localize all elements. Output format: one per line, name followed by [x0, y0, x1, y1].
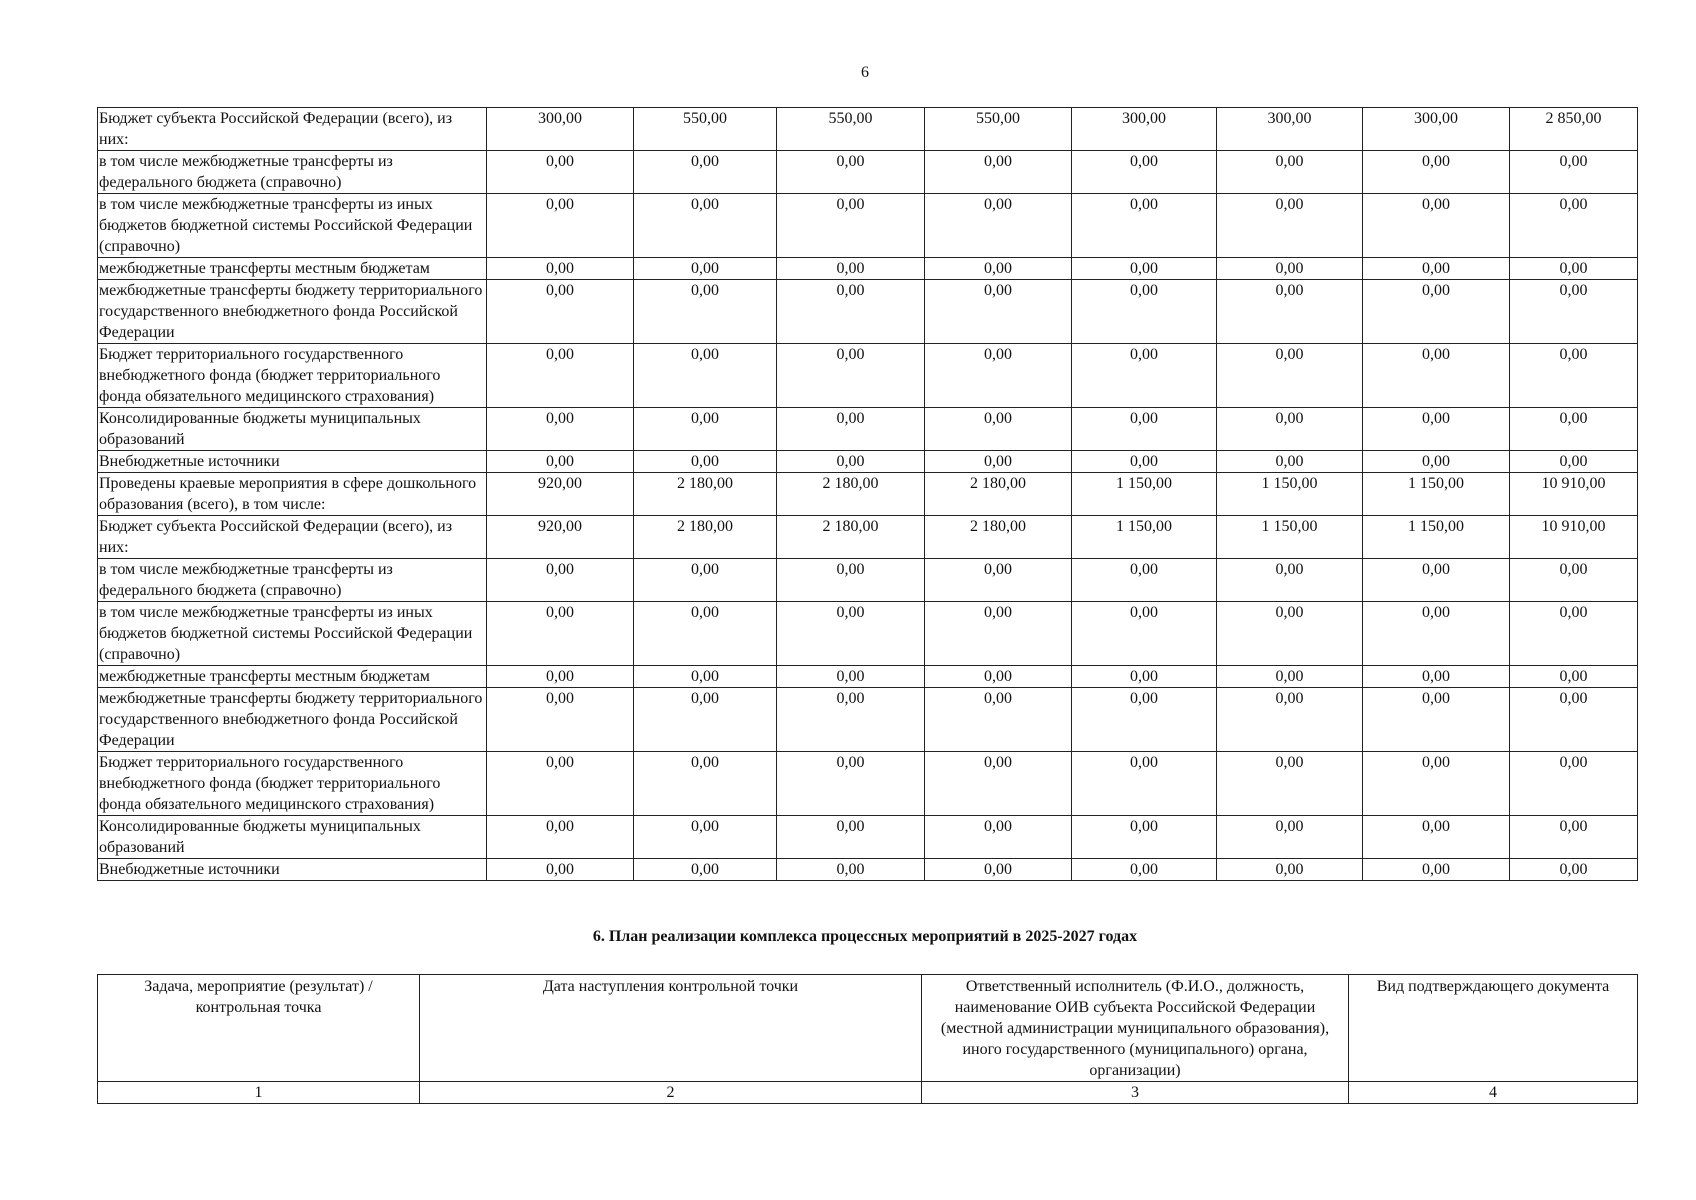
row-total-cell: 0,00	[1510, 408, 1638, 451]
section-title: 6. План реализации комплекса процессных мероприятий в 2025-2027 годах	[592, 928, 1138, 945]
budget-table-body	[98, 108, 1638, 881]
row-total-cell: 0,00	[1510, 344, 1638, 408]
row-label: в том числе межбюджетные трансферты из иных бюджетов бюджетной системы Российской Федерации (справочно)	[98, 194, 487, 258]
plan-table	[97, 974, 1638, 1104]
row-value-cell: 0,00	[487, 194, 634, 258]
row-value-cell: 0,00	[1363, 151, 1510, 194]
row-value-cell: 0,00	[634, 258, 777, 280]
row-value-cell: 0,00	[1217, 280, 1363, 344]
row-value-cell: 0,00	[925, 752, 1072, 816]
row-value-cell: 0,00	[1363, 194, 1510, 258]
header-responsible-executor: Ответственный исполнитель (Ф.И.О., должность, наименование ОИВ субъекта Российской Федерации (местной администрации муниципального образования), иного государственного (муниципального) органа, организации)	[922, 975, 1349, 1082]
row-value-cell: 0,00	[634, 344, 777, 408]
plan-column-numbers-row	[98, 1082, 1638, 1104]
row-value-cell: 0,00	[777, 258, 925, 280]
row-value-cell: 0,00	[487, 752, 634, 816]
row-value-cell: 0,00	[487, 344, 634, 408]
row-value-cell: 0,00	[1363, 602, 1510, 666]
row-value-cell: 550,00	[777, 108, 925, 151]
row-value-cell: 0,00	[777, 408, 925, 451]
row-total-cell: 0,00	[1510, 258, 1638, 280]
row-value-cell: 0,00	[1363, 688, 1510, 752]
row-value-cell: 0,00	[487, 859, 634, 881]
row-value-cell: 0,00	[777, 602, 925, 666]
row-total-cell: 0,00	[1510, 666, 1638, 688]
row-total-cell: 0,00	[1510, 602, 1638, 666]
row-total-cell: 10 910,00	[1510, 516, 1638, 559]
row-value-cell: 0,00	[925, 408, 1072, 451]
row-total-cell: 2 850,00	[1510, 108, 1638, 151]
row-label: Бюджет территориального государственного внебюджетного фонда (бюджет территориального фонда обязательного медицинского страхования)	[98, 752, 487, 816]
row-value-cell: 0,00	[487, 151, 634, 194]
row-value-cell: 0,00	[1217, 688, 1363, 752]
row-label: межбюджетные трансферты бюджету территориального государственного внебюджетного фонда Российской Федерации	[98, 280, 487, 344]
row-label: Внебюджетные источники	[98, 859, 487, 881]
table-row	[98, 451, 1638, 473]
row-value-cell: 0,00	[925, 344, 1072, 408]
row-value-cell: 0,00	[925, 666, 1072, 688]
plan-header-row	[98, 975, 1638, 1082]
row-value-cell: 2 180,00	[925, 516, 1072, 559]
row-value-cell: 0,00	[634, 859, 777, 881]
table-row	[98, 752, 1638, 816]
row-value-cell: 920,00	[487, 516, 634, 559]
row-value-cell: 0,00	[634, 688, 777, 752]
row-value-cell: 0,00	[1072, 451, 1217, 473]
row-value-cell: 0,00	[925, 602, 1072, 666]
row-label: Бюджет субъекта Российской Федерации (всего), из них:	[98, 108, 487, 151]
row-value-cell: 0,00	[1363, 280, 1510, 344]
row-value-cell: 0,00	[925, 559, 1072, 602]
row-total-cell: 0,00	[1510, 194, 1638, 258]
table-row	[98, 859, 1638, 881]
row-label: Внебюджетные источники	[98, 451, 487, 473]
row-value-cell: 0,00	[487, 280, 634, 344]
row-value-cell: 0,00	[1072, 859, 1217, 881]
row-value-cell: 0,00	[1072, 688, 1217, 752]
row-value-cell: 550,00	[925, 108, 1072, 151]
row-value-cell: 0,00	[634, 194, 777, 258]
column-number-3: 3	[922, 1082, 1349, 1104]
row-total-cell: 0,00	[1510, 280, 1638, 344]
row-total-cell: 0,00	[1510, 451, 1638, 473]
row-value-cell: 550,00	[634, 108, 777, 151]
row-value-cell: 0,00	[777, 859, 925, 881]
header-task: Задача, мероприятие (результат) / контрольная точка	[98, 975, 420, 1082]
row-value-cell: 0,00	[1363, 258, 1510, 280]
table-row	[98, 516, 1638, 559]
row-value-cell: 0,00	[634, 451, 777, 473]
row-value-cell: 0,00	[777, 666, 925, 688]
row-value-cell: 300,00	[487, 108, 634, 151]
row-value-cell: 0,00	[1217, 859, 1363, 881]
row-value-cell: 0,00	[925, 151, 1072, 194]
row-total-cell: 0,00	[1510, 688, 1638, 752]
row-value-cell: 0,00	[487, 602, 634, 666]
row-value-cell: 0,00	[487, 258, 634, 280]
row-value-cell: 1 150,00	[1217, 516, 1363, 559]
table-row	[98, 408, 1638, 451]
row-value-cell: 0,00	[1363, 752, 1510, 816]
row-value-cell: 0,00	[634, 816, 777, 859]
table-row	[98, 194, 1638, 258]
row-value-cell: 0,00	[1217, 752, 1363, 816]
row-value-cell: 0,00	[777, 688, 925, 752]
row-value-cell: 0,00	[487, 559, 634, 602]
row-total-cell: 0,00	[1510, 752, 1638, 816]
row-label: Консолидированные бюджеты муниципальных образований	[98, 816, 487, 859]
row-value-cell: 0,00	[777, 194, 925, 258]
table-row	[98, 559, 1638, 602]
column-number-1: 1	[98, 1082, 420, 1104]
table-row	[98, 688, 1638, 752]
column-number-4: 4	[1349, 1082, 1638, 1104]
row-value-cell: 0,00	[634, 151, 777, 194]
row-total-cell: 0,00	[1510, 859, 1638, 881]
row-label: межбюджетные трансферты местным бюджетам	[98, 666, 487, 688]
table-row	[98, 280, 1638, 344]
row-value-cell: 0,00	[1217, 602, 1363, 666]
row-label: Бюджет территориального государственного внебюджетного фонда (бюджет территориального фонда обязательного медицинского страхования)	[98, 344, 487, 408]
row-value-cell: 0,00	[634, 408, 777, 451]
header-document-type: Вид подтверждающего документа	[1349, 975, 1638, 1082]
row-label: Бюджет субъекта Российской Федерации (всего), из них:	[98, 516, 487, 559]
row-value-cell: 0,00	[487, 688, 634, 752]
row-value-cell: 0,00	[487, 816, 634, 859]
row-label: в том числе межбюджетные трансферты из иных бюджетов бюджетной системы Российской Федерации (справочно)	[98, 602, 487, 666]
row-value-cell: 1 150,00	[1363, 516, 1510, 559]
row-value-cell: 0,00	[1072, 408, 1217, 451]
table-row	[98, 473, 1638, 516]
row-value-cell: 0,00	[1217, 151, 1363, 194]
row-value-cell: 0,00	[487, 408, 634, 451]
row-value-cell: 0,00	[487, 666, 634, 688]
table-row	[98, 258, 1638, 280]
row-value-cell: 0,00	[1072, 816, 1217, 859]
row-value-cell: 0,00	[1363, 816, 1510, 859]
row-value-cell: 0,00	[1217, 451, 1363, 473]
row-label: в том числе межбюджетные трансферты из федерального бюджета (справочно)	[98, 151, 487, 194]
row-label: межбюджетные трансферты бюджету территориального государственного внебюджетного фонда Российской Федерации	[98, 688, 487, 752]
row-value-cell: 0,00	[1072, 258, 1217, 280]
row-value-cell: 1 150,00	[1072, 516, 1217, 559]
row-value-cell: 0,00	[1072, 559, 1217, 602]
table-row	[98, 151, 1638, 194]
row-value-cell: 0,00	[925, 859, 1072, 881]
row-value-cell: 0,00	[1363, 408, 1510, 451]
row-value-cell: 2 180,00	[634, 473, 777, 516]
row-value-cell: 300,00	[1072, 108, 1217, 151]
row-value-cell: 0,00	[1363, 859, 1510, 881]
row-value-cell: 0,00	[1072, 602, 1217, 666]
row-value-cell: 0,00	[1072, 344, 1217, 408]
row-value-cell: 0,00	[634, 752, 777, 816]
row-value-cell: 2 180,00	[777, 516, 925, 559]
row-label: межбюджетные трансферты местным бюджетам	[98, 258, 487, 280]
row-value-cell: 0,00	[1363, 666, 1510, 688]
row-value-cell: 2 180,00	[634, 516, 777, 559]
table-row	[98, 666, 1638, 688]
row-value-cell: 0,00	[925, 258, 1072, 280]
row-value-cell: 0,00	[1072, 280, 1217, 344]
row-value-cell: 0,00	[487, 451, 634, 473]
row-value-cell: 0,00	[634, 280, 777, 344]
row-value-cell: 0,00	[925, 816, 1072, 859]
row-value-cell: 0,00	[634, 559, 777, 602]
row-value-cell: 0,00	[777, 451, 925, 473]
column-number-2: 2	[420, 1082, 922, 1104]
row-value-cell: 0,00	[925, 451, 1072, 473]
row-value-cell: 0,00	[1217, 408, 1363, 451]
row-value-cell: 300,00	[1217, 108, 1363, 151]
row-label: Проведены краевые мероприятия в сфере дошкольного образования (всего), в том числе:	[98, 473, 487, 516]
header-control-date: Дата наступления контрольной точки	[420, 975, 922, 1082]
row-value-cell: 0,00	[777, 559, 925, 602]
row-label: в том числе межбюджетные трансферты из федерального бюджета (справочно)	[98, 559, 487, 602]
row-total-cell: 0,00	[1510, 151, 1638, 194]
row-value-cell: 0,00	[1363, 344, 1510, 408]
row-value-cell: 2 180,00	[925, 473, 1072, 516]
row-total-cell: 10 910,00	[1510, 473, 1638, 516]
row-value-cell: 0,00	[1072, 151, 1217, 194]
row-value-cell: 920,00	[487, 473, 634, 516]
row-value-cell: 0,00	[1217, 559, 1363, 602]
row-value-cell: 2 180,00	[777, 473, 925, 516]
table-row	[98, 344, 1638, 408]
row-value-cell: 0,00	[1217, 194, 1363, 258]
row-value-cell: 1 150,00	[1363, 473, 1510, 516]
row-value-cell: 0,00	[634, 666, 777, 688]
row-value-cell: 0,00	[925, 280, 1072, 344]
row-value-cell: 0,00	[1217, 816, 1363, 859]
row-value-cell: 1 150,00	[1217, 473, 1363, 516]
row-total-cell: 0,00	[1510, 559, 1638, 602]
row-value-cell: 0,00	[1217, 258, 1363, 280]
row-value-cell: 0,00	[777, 344, 925, 408]
budget-table	[97, 107, 1638, 881]
row-value-cell: 0,00	[925, 688, 1072, 752]
row-value-cell: 0,00	[777, 151, 925, 194]
row-value-cell: 0,00	[1363, 451, 1510, 473]
row-value-cell: 0,00	[1217, 344, 1363, 408]
table-row	[98, 816, 1638, 859]
page-number: 6	[861, 64, 869, 81]
table-row	[98, 602, 1638, 666]
row-value-cell: 0,00	[777, 280, 925, 344]
table-row	[98, 108, 1638, 151]
row-value-cell: 0,00	[1072, 752, 1217, 816]
row-value-cell: 0,00	[1363, 559, 1510, 602]
row-value-cell: 0,00	[777, 752, 925, 816]
row-value-cell: 0,00	[777, 816, 925, 859]
row-value-cell: 300,00	[1363, 108, 1510, 151]
row-value-cell: 0,00	[1072, 666, 1217, 688]
row-value-cell: 0,00	[925, 194, 1072, 258]
row-total-cell: 0,00	[1510, 816, 1638, 859]
row-value-cell: 1 150,00	[1072, 473, 1217, 516]
row-value-cell: 0,00	[634, 602, 777, 666]
row-value-cell: 0,00	[1217, 666, 1363, 688]
row-label: Консолидированные бюджеты муниципальных образований	[98, 408, 487, 451]
row-value-cell: 0,00	[1072, 194, 1217, 258]
